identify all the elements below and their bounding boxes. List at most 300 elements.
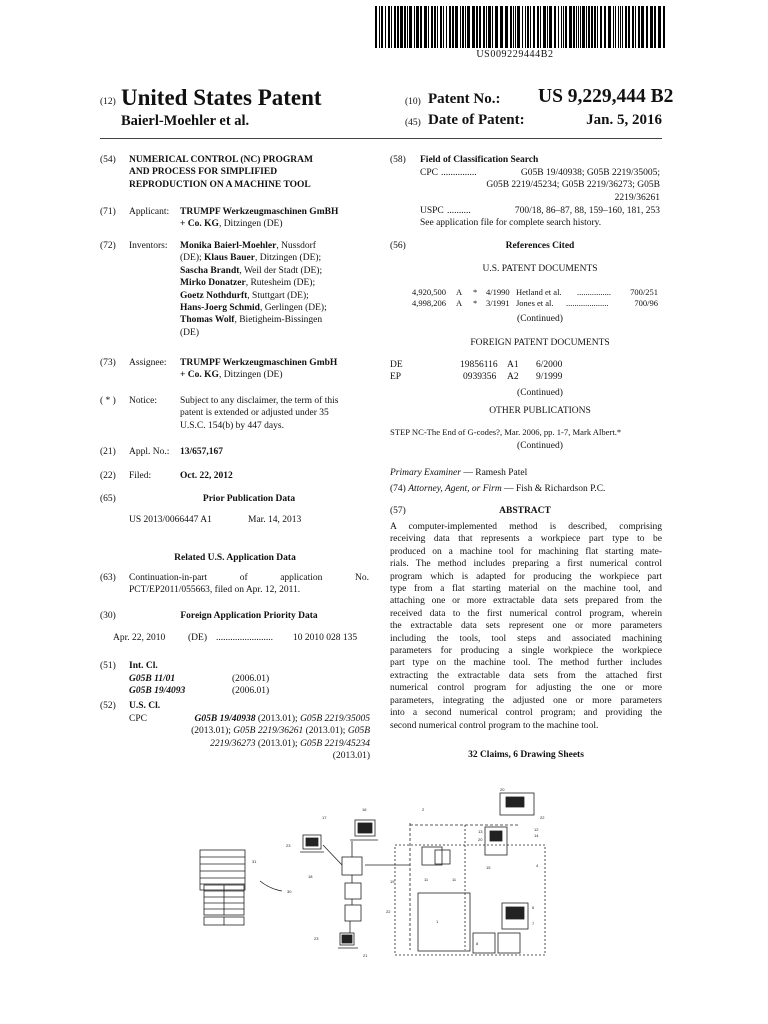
barcode-bar	[540, 6, 541, 48]
barcode-bar	[615, 6, 616, 48]
inventor-location: , Weil der Stadt (DE);	[239, 265, 323, 276]
svg-text:22: 22	[540, 815, 545, 820]
barcode-graphic	[375, 6, 669, 48]
us-doc-dots: ................	[577, 287, 611, 297]
search-cpc-block	[440, 167, 660, 204]
us-cl-cpc-block	[150, 713, 370, 763]
barcode-bar	[420, 6, 422, 48]
svg-text:21: 21	[363, 953, 368, 958]
priority-number: 10 2010 028 135	[293, 633, 358, 643]
barcode-bar	[565, 6, 567, 48]
barcode-bar	[547, 6, 548, 48]
inventor-line	[180, 265, 370, 277]
header-rule	[100, 138, 662, 139]
barcode-bar	[394, 6, 396, 48]
references-heading: References Cited	[505, 241, 575, 251]
field-54-code: (54)	[100, 155, 116, 165]
svg-text:8: 8	[476, 941, 479, 946]
barcode-bar	[517, 6, 520, 48]
server-box	[345, 883, 361, 899]
us-doc-date: 4/1990	[486, 287, 510, 297]
patent-no-code: (10)	[405, 97, 421, 107]
priority-country: (DE)	[188, 633, 207, 643]
abstract-line: parameters for producing a single workpiece the workpiece	[390, 646, 662, 657]
laptop-icon	[338, 933, 358, 948]
svg-text:11: 11	[424, 877, 429, 882]
prior-pub-heading: Prior Publication Data	[202, 494, 296, 504]
drawing-labels	[252, 787, 545, 958]
patent-number: US 9,229,444 B2	[538, 86, 674, 107]
applicant-block	[180, 206, 370, 231]
barcode-bar	[379, 6, 380, 48]
inventor-line	[180, 314, 370, 326]
barcode-bar	[397, 6, 399, 48]
attorney-label: Attorney, Agent, or Firm	[408, 484, 502, 494]
abstract-heading: ABSTRACT	[499, 506, 551, 516]
assignee-name: TRUMPF Werkzeugmaschinen GmbH	[180, 358, 338, 368]
notice-line: U.S.C. 154(b) by 447 days.	[180, 420, 284, 431]
us-doc-star: *	[473, 287, 478, 297]
svg-text:2: 2	[422, 807, 425, 812]
inventor-line	[180, 327, 370, 339]
field-22-code: (22)	[100, 471, 116, 481]
int-cl-version: (2006.01)	[232, 674, 270, 684]
barcode-bar	[437, 6, 438, 48]
us-cl-cpc-part: G05B 2219/45234	[300, 738, 370, 749]
barcode-bar	[486, 6, 487, 48]
inventor-line	[180, 290, 370, 302]
notice-code: ( * )	[100, 396, 116, 406]
barcode-bar	[505, 6, 508, 48]
filed-label: Filed:	[129, 471, 152, 481]
barcode-bar	[576, 6, 577, 48]
barcode-bar	[488, 6, 491, 48]
assignee-block	[180, 357, 370, 382]
abstract-text	[390, 521, 662, 732]
us-cl-cpc-label: CPC	[129, 714, 147, 724]
drawing-svg	[190, 785, 570, 965]
us-docs-heading: U.S. PATENT DOCUMENTS	[482, 264, 598, 274]
barcode-bar	[388, 6, 390, 48]
inventor-name: Thomas Wolf	[180, 315, 235, 326]
patent-date: Jan. 5, 2016	[586, 112, 662, 128]
inventor-location: (DE);	[180, 253, 205, 264]
priority-dots: ........................	[216, 633, 273, 643]
svg-text:1: 1	[436, 919, 439, 924]
abstract-line: received data to the first numerical control program, wherein	[390, 608, 662, 619]
filed-value: Oct. 22, 2012	[180, 471, 233, 481]
search-cpc-line: G05B 2219/45234; G05B 2219/36273; G05B	[486, 180, 660, 191]
abstract-line: A computer-implemented method is described, comprising	[390, 522, 662, 532]
us-doc-class: 700/251	[630, 287, 658, 297]
foreign-docs-continued: (Continued)	[517, 388, 563, 398]
barcode-bar	[558, 6, 559, 48]
abstract-line: parameters, integrating the adjusted one or more parameters	[390, 695, 662, 706]
barcode-bar	[462, 6, 464, 48]
barcode-bar	[404, 6, 406, 48]
barcode-bar	[409, 6, 412, 48]
assignee-co: + Co. KG	[180, 370, 219, 381]
barcode-bar	[537, 6, 539, 48]
us-cl-label: U.S. Cl.	[129, 701, 161, 711]
abstract-line: including the tools, tool steps and associated machining	[390, 633, 662, 644]
barcode-bar	[588, 6, 590, 48]
svg-text:19: 19	[390, 879, 395, 884]
related-heading: Related U.S. Application Data	[174, 553, 296, 563]
us-cl-cpc-line	[150, 750, 370, 762]
inventor-location: , Ditzingen (DE);	[254, 253, 322, 264]
abstract-line: into a second numerical control program; and providing the	[390, 708, 662, 719]
barcode-bar	[543, 6, 546, 48]
barcode-bar	[449, 6, 451, 48]
appl-no-label: Appl. No.:	[129, 447, 170, 457]
continuation-line2: PCT/EP2011/055663, filed on Apr. 12, 2011.	[129, 585, 301, 595]
title-line: AND PROCESS FOR SIMPLIFIED	[129, 167, 278, 178]
us-doc-number: 4,920,500	[412, 287, 446, 297]
foreign-doc-row	[390, 371, 650, 383]
svg-text:30: 30	[287, 889, 292, 894]
barcode-bar	[578, 6, 579, 48]
abstract-line: type from a flat starting material on the machine tool, and	[390, 584, 662, 595]
priority-date: Apr. 22, 2010	[113, 633, 166, 643]
notice-line: Subject to any disclaimer, the term of this	[180, 396, 339, 406]
barcode-bar	[663, 6, 665, 48]
inventor-location: , Bietigheim-Bissingen	[234, 315, 323, 326]
inventor-location: (DE)	[180, 327, 199, 338]
barcode-bar	[527, 6, 529, 48]
svg-text:7: 7	[532, 921, 535, 926]
abstract-line: produced on a machine tool for machining flat starting mate-	[390, 546, 662, 557]
barcode-bar	[563, 6, 564, 48]
assignee-label: Assignee:	[129, 358, 167, 368]
applicant-location: , Ditzingen (DE)	[218, 219, 283, 230]
barcode-bar	[654, 6, 656, 48]
server-box	[342, 857, 362, 875]
barcode-bar	[414, 6, 415, 48]
barcode-bar	[515, 6, 516, 48]
us-cl-cpc-part: G05B 2219/36261	[233, 726, 304, 737]
us-doc-star: *	[473, 298, 478, 308]
inventor-name: Klaus Bauer	[204, 253, 255, 264]
assignee-line2	[180, 369, 370, 381]
us-cl-cpc-line	[150, 725, 370, 737]
continuation-word: application	[280, 573, 323, 583]
inventor-line	[180, 240, 370, 252]
field-52-code: (52)	[100, 701, 116, 711]
search-history-note: See application file for complete search history.	[420, 218, 602, 228]
svg-text:13: 13	[478, 829, 483, 834]
svg-text:23: 23	[286, 843, 291, 848]
search-cpc-dots: ...............	[441, 168, 477, 178]
us-doc-number: 4,998,206	[412, 298, 446, 308]
abstract-line: rials. The method includes preparing a first numerical control	[390, 559, 662, 570]
abstract-line: program which is adapted for producing the workpiece part	[390, 571, 662, 582]
barcode-bar	[443, 6, 444, 48]
page-title: United States Patent	[121, 85, 322, 110]
inventor-name: Goetz Nothdurft	[180, 290, 248, 301]
continuation-word: Continuation-in-part	[129, 573, 208, 583]
prior-pub-number: US 2013/0066447 A1	[129, 515, 212, 525]
barcode-bar	[597, 6, 598, 48]
abstract-line: second numerical control program to the machine tool.	[390, 720, 599, 731]
barcode-bar	[460, 6, 461, 48]
svg-text:11: 11	[452, 877, 457, 882]
search-uspc-value: 700/18, 86–87, 88, 159–160, 181, 253	[514, 206, 660, 216]
foreign-doc-date: 6/2000	[536, 360, 563, 370]
other-pubs-continued: (Continued)	[517, 441, 563, 451]
abstract-line: the extractable data sets represent one or more parameters	[390, 621, 662, 632]
barcode-bar	[500, 6, 503, 48]
field-73-code: (73)	[100, 358, 116, 368]
barcode-bar	[549, 6, 552, 48]
foreign-doc-number: 0939356	[463, 372, 497, 382]
us-cl-cpc-part: (2013.01);	[191, 726, 234, 737]
us-docs-continued: (Continued)	[517, 314, 563, 324]
field-57-code: (57)	[390, 506, 406, 516]
barcode-bar	[533, 6, 535, 48]
barcode-bar	[622, 6, 623, 48]
abstract-line: extracting the extractable data sets from the attached first	[390, 670, 662, 681]
int-cl-label: Int. Cl.	[129, 661, 158, 671]
other-pubs-text: STEP NC-The End of G-codes?, Mar. 2006, pp. 1-7, Mark Albert.*	[390, 427, 622, 437]
barcode-bar	[613, 6, 614, 48]
barcode-bar	[554, 6, 556, 48]
barcode-bar	[381, 6, 383, 48]
title-line: NUMERICAL CONTROL (NC) PROGRAM	[129, 155, 313, 165]
foreign-docs-table	[390, 359, 650, 383]
field-74-code: (74)	[390, 484, 406, 494]
inventor-name: Mirko Donatzer	[180, 278, 246, 289]
barcode-bar	[561, 6, 562, 48]
us-cl-cpc-part: G05B	[347, 726, 370, 737]
us-doc-name: Hetland et al.	[516, 287, 562, 297]
barcode-bar	[479, 6, 481, 48]
barcode-bar	[467, 6, 470, 48]
continuation-word: No.	[354, 573, 369, 583]
abstract-line: attaching one or more extractable data sets prepared from the	[390, 596, 662, 607]
us-cl-cpc-part: (2013.01)	[332, 751, 370, 762]
barcode-bar	[632, 6, 634, 48]
inventor-location: , Nussdorf	[276, 241, 316, 251]
attorney-line	[390, 483, 605, 495]
inventor-location: , Rutesheim (DE);	[245, 278, 316, 289]
svg-text:20: 20	[478, 837, 483, 842]
barcode-bar	[483, 6, 485, 48]
barcode-bar	[650, 6, 653, 48]
search-cpc-line: G05B 19/40938; G05B 2219/35005;	[520, 168, 660, 178]
svg-text:22: 22	[386, 909, 391, 914]
field-30-code: (30)	[100, 611, 116, 621]
int-cl-class: G05B 19/4093	[129, 686, 186, 696]
continuation-line1	[129, 572, 369, 584]
other-pubs-heading: OTHER PUBLICATIONS	[489, 406, 591, 416]
us-doc-row	[412, 287, 662, 298]
field-search-heading: Field of Classification Search	[420, 155, 539, 165]
abstract-line: part type on the machine tool. The method further includes	[390, 658, 662, 669]
svg-text:4: 4	[536, 863, 539, 868]
barcode-bar	[591, 6, 593, 48]
us-cl-cpc-part: G05B 19/40938	[194, 714, 256, 724]
barcode-bar	[600, 6, 602, 48]
field-65-code: (65)	[100, 494, 116, 504]
svg-text:17: 17	[322, 815, 327, 820]
field-21-code: (21)	[100, 447, 116, 457]
computer-icon	[300, 835, 324, 852]
applicant-line2	[180, 218, 370, 230]
field-63-code: (63)	[100, 573, 116, 583]
svg-text:31: 31	[252, 859, 257, 864]
barcode-bar	[407, 6, 408, 48]
foreign-doc-date: 9/1999	[536, 372, 563, 382]
field-56-code: (56)	[390, 241, 406, 251]
us-cl-cpc-line	[150, 713, 370, 725]
barcode-bar	[608, 6, 611, 48]
inventor-line	[180, 277, 370, 289]
svg-text:20: 20	[500, 787, 505, 792]
barcode-bar	[434, 6, 436, 48]
foreign-docs-heading: FOREIGN PATENT DOCUMENTS	[470, 338, 610, 348]
us-docs-table	[412, 287, 662, 309]
inventors-label: Inventors:	[129, 241, 168, 251]
svg-text:15: 15	[486, 865, 491, 870]
representative-drawing	[190, 785, 570, 965]
barcode-bar	[431, 6, 433, 48]
us-cl-cpc-part: (2013.01);	[303, 726, 348, 737]
us-doc-class: 700/96	[634, 298, 658, 308]
examiner-line	[390, 467, 527, 479]
assignee-location: , Ditzingen (DE)	[218, 370, 283, 381]
foreign-doc-country: EP	[390, 372, 402, 382]
barcode-bar	[628, 6, 630, 48]
svg-text:18: 18	[308, 874, 313, 879]
inventor-line	[180, 302, 370, 314]
patent-no-label: Patent No.:	[428, 91, 501, 107]
server-box	[345, 905, 361, 921]
search-uspc-label: USPC	[420, 206, 444, 216]
prior-pub-date: Mar. 14, 2013	[248, 515, 302, 525]
barcode-bar	[620, 6, 621, 48]
foreign-priority-heading: Foreign Application Priority Data	[180, 611, 318, 621]
foreign-doc-row	[390, 359, 650, 371]
barcode-bar	[452, 6, 454, 48]
svg-text:23: 23	[314, 936, 319, 941]
barcode-bar	[400, 6, 403, 48]
computer-icon	[350, 820, 378, 840]
applicant-name: TRUMPF Werkzeugmaschinen GmBH	[180, 207, 339, 217]
us-cl-cpc-line	[150, 738, 370, 750]
foreign-doc-kind: A2	[507, 372, 519, 382]
barcode-bar	[428, 6, 429, 48]
search-cpc-label: CPC	[420, 168, 438, 178]
barcode-bar	[522, 6, 523, 48]
inventor-location: , Stuttgart (DE);	[247, 290, 309, 301]
field-71-code: (71)	[100, 207, 116, 217]
barcode-bar	[416, 6, 419, 48]
field-51-code: (51)	[100, 661, 116, 671]
barcode-bar	[582, 6, 585, 48]
inventor-location: , Gerlingen (DE);	[259, 303, 327, 314]
barcode-bar	[476, 6, 478, 48]
abstract-line: numerical control program for adjusting the one or more	[390, 683, 662, 694]
barcode-bar	[641, 6, 644, 48]
foreign-doc-number: 19856116	[460, 360, 498, 370]
search-uspc-dots: ..........	[447, 206, 471, 216]
barcode-bar	[391, 6, 392, 48]
inventor-name: Hans-Joerg Schmid	[180, 303, 260, 314]
appl-no-value: 13/657,167	[180, 447, 224, 457]
barcode-bar	[586, 6, 587, 48]
barcode-bar	[658, 6, 661, 48]
barcode-bar	[646, 6, 648, 48]
barcode-bar	[492, 6, 493, 48]
notice-line: patent is extended or adjusted under 35	[180, 408, 329, 419]
attorney-name: — Fish & Richardson P.C.	[504, 484, 606, 494]
barcode-bar	[525, 6, 526, 48]
title-line: REPRODUCTION ON A MACHINE TOOL	[129, 179, 311, 190]
inventor-name: Monika Baierl-Moehler	[180, 241, 277, 251]
data-table-graphic	[200, 850, 245, 925]
examiner-name: — Ramesh Patel	[463, 468, 528, 478]
barcode-bar	[465, 6, 466, 48]
continuation-word: of	[239, 573, 248, 583]
barcode-bar	[580, 6, 581, 48]
barcode-bar	[635, 6, 636, 48]
foreign-doc-kind: A1	[507, 360, 519, 370]
barcode-bar	[472, 6, 475, 48]
barcode-bar	[618, 6, 619, 48]
us-doc-kind: A	[456, 298, 463, 308]
svg-text:16: 16	[362, 807, 367, 812]
us-cl-cpc-part: 2219/36273	[210, 738, 256, 749]
search-cpc-line: 2219/36261	[614, 192, 660, 203]
barcode-bar	[510, 6, 512, 48]
inventors-block	[180, 240, 370, 339]
notice-label: Notice:	[129, 396, 157, 406]
svg-text:6: 6	[532, 905, 535, 910]
barcode-bar	[513, 6, 514, 48]
applicant-label: Applicant:	[129, 207, 170, 217]
barcode-number: US009229444B2	[476, 49, 554, 60]
notice-text	[180, 395, 370, 432]
barcode-bar	[594, 6, 596, 48]
barcode-bar	[530, 6, 531, 48]
barcode-bar	[440, 6, 442, 48]
barcode-bar	[375, 6, 377, 48]
foreign-doc-country: DE	[390, 360, 403, 370]
us-cl-cpc-part: G05B 2219/35005	[300, 714, 370, 724]
svg-text:14: 14	[534, 833, 539, 838]
title-block	[129, 154, 369, 191]
barcode-bar	[569, 6, 572, 48]
abstract-line: receiving data that represents a workpiece part type to be	[390, 534, 662, 545]
us-cl-cpc-part: (2013.01);	[255, 738, 301, 749]
field-58-code: (58)	[390, 155, 406, 165]
int-cl-class: G05B 11/01	[129, 674, 176, 684]
barcode-bar	[385, 6, 386, 48]
barcode-bar	[495, 6, 498, 48]
us-doc-dots: ....................	[566, 298, 609, 308]
inventor-name: Sascha Brandt	[180, 265, 240, 276]
svg-text:12: 12	[534, 827, 539, 832]
claims-summary: 32 Claims, 6 Drawing Sheets	[468, 750, 584, 760]
us-doc-kind: A	[456, 287, 463, 297]
inventors-short: Baierl-Moehler et al.	[121, 113, 250, 129]
field-72-code: (72)	[100, 241, 116, 251]
us-doc-date: 3/1991	[486, 298, 510, 308]
doc-type-code: (12)	[100, 97, 116, 107]
us-cl-cpc-part: (2013.01);	[255, 714, 301, 724]
barcode-bar	[446, 6, 447, 48]
